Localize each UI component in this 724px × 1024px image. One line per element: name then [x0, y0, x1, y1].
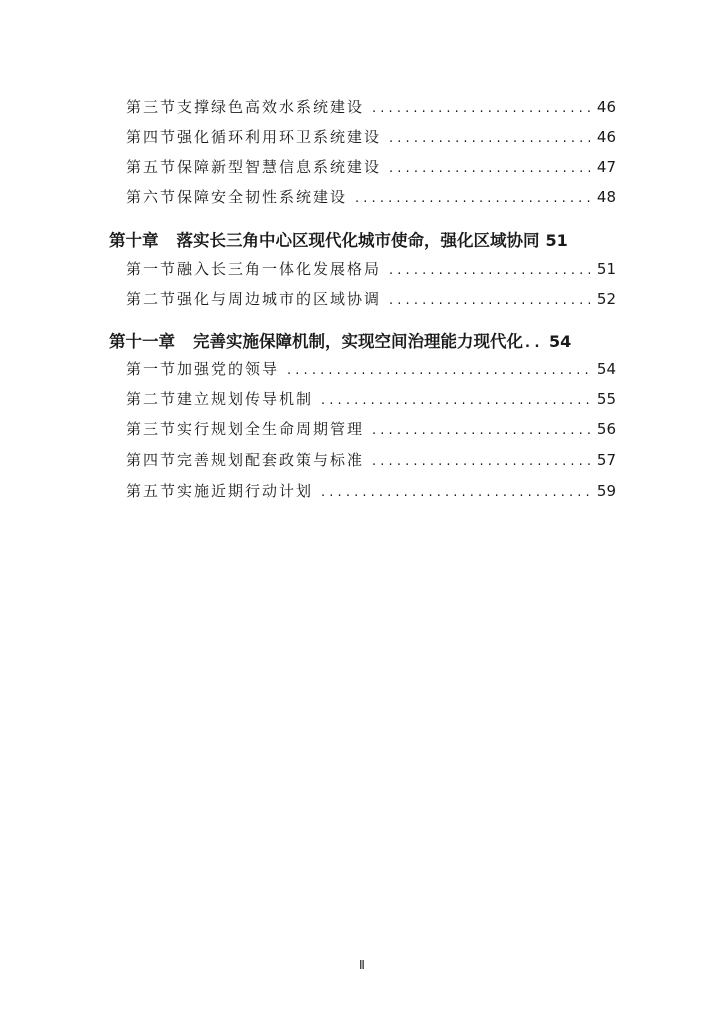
toc-entry[interactable] — [126, 258, 616, 278]
section-number: 第五节 — [126, 158, 178, 176]
toc-chapter-entry[interactable] — [109, 328, 616, 350]
leader-dots — [389, 263, 590, 278]
toc-entry[interactable] — [126, 358, 616, 378]
footer-page-number: Ⅱ — [359, 958, 365, 972]
chapter-title: 落实长三角中心区现代化城市使命，强化区域协同 — [176, 231, 540, 250]
leader-dots — [389, 131, 590, 146]
section-title: 保障新型智慧信息系统建设 — [177, 158, 382, 176]
section-number: 第二节 — [126, 290, 178, 308]
page-number: 59 — [596, 482, 616, 500]
page-number: 54 — [596, 360, 616, 378]
toc-entry[interactable] — [126, 388, 616, 408]
section-number: 第一节 — [126, 260, 178, 278]
toc-entry[interactable] — [126, 96, 616, 116]
section-title: 强化循环利用环卫系统建设 — [177, 128, 382, 146]
chapter-number: 第十章 — [109, 231, 159, 250]
leader-dots — [287, 363, 590, 378]
section-title: 实施近期行动计划 — [177, 482, 314, 500]
section-title: 加强党的领导 — [177, 360, 280, 378]
page-number: 57 — [596, 451, 616, 469]
section-number: 第二节 — [126, 390, 178, 408]
toc-entry[interactable] — [126, 156, 616, 176]
chapter-number: 第十一章 — [109, 332, 175, 351]
section-number: 第四节 — [126, 128, 178, 146]
leader-dots — [525, 336, 545, 351]
leader-dots — [372, 423, 590, 438]
page-number: 48 — [596, 188, 616, 206]
section-title: 保障安全韧性系统建设 — [177, 188, 348, 206]
page-number: 46 — [596, 98, 616, 116]
toc-entry[interactable] — [126, 480, 616, 500]
toc-entry[interactable] — [126, 449, 616, 469]
leader-dots — [321, 485, 590, 500]
toc-entry[interactable] — [126, 418, 616, 438]
section-title: 强化与周边城市的区域协调 — [177, 290, 382, 308]
section-number: 第三节 — [126, 420, 178, 438]
toc-entry[interactable] — [126, 126, 616, 146]
section-number: 第三节 — [126, 98, 178, 116]
leader-dots — [389, 161, 590, 176]
toc-entry[interactable] — [126, 186, 616, 206]
leader-dots — [321, 393, 590, 408]
page-number: 51 — [596, 260, 616, 278]
section-number: 第四节 — [126, 451, 178, 469]
section-title: 实行规划全生命周期管理 — [177, 420, 365, 438]
leader-dots — [355, 191, 590, 206]
page-number: 46 — [596, 128, 616, 146]
page-number: 51 — [545, 231, 568, 250]
page-number: 47 — [596, 158, 616, 176]
leader-dots — [389, 293, 590, 308]
page-number: 52 — [596, 290, 616, 308]
page-number: 56 — [596, 420, 616, 438]
page-number: 54 — [549, 332, 572, 351]
toc-chapter-entry[interactable] — [109, 227, 616, 249]
section-title: 支撑绿色高效水系统建设 — [177, 98, 365, 116]
section-number: 第五节 — [126, 482, 178, 500]
leader-dots — [372, 454, 590, 469]
chapter-title: 完善实施保障机制，实现空间治理能力现代化 — [193, 332, 523, 351]
section-number: 第一节 — [126, 360, 178, 378]
leader-dots — [372, 101, 590, 116]
toc-entry[interactable] — [126, 288, 616, 308]
section-title: 融入长三角一体化发展格局 — [177, 260, 382, 278]
section-title: 完善规划配套政策与标准 — [177, 451, 365, 469]
section-number: 第六节 — [126, 188, 178, 206]
section-title: 建立规划传导机制 — [177, 390, 314, 408]
page-number: 55 — [596, 390, 616, 408]
